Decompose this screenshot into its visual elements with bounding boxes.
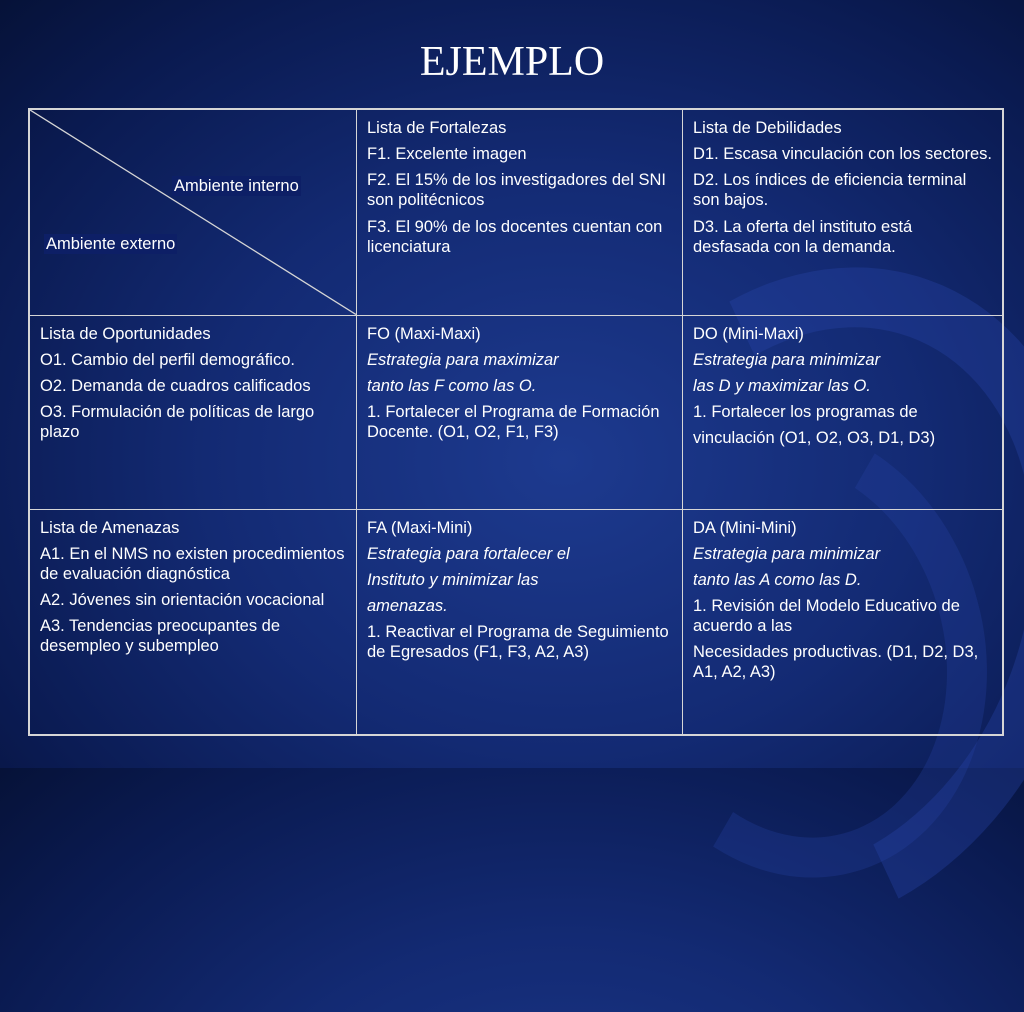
fa-action: 1. Reactivar el Programa de Seguimiento de Egresados (F1, F3, A2, A3) <box>367 623 669 662</box>
do-strategy-line: las D y maximizar las O. <box>693 376 871 395</box>
opportunity-item: O2. Demanda de cuadros calificados <box>40 376 311 395</box>
threat-item: A1. En el NMS no existen procedimientos de evaluación diagnóstica <box>40 544 345 583</box>
weaknesses-cell <box>683 109 1004 315</box>
strength-item: F2. El 15% de los investigadores del SNI son politécnicos <box>367 171 666 210</box>
weakness-item: D3. La oferta del instituto está desfasada con la demanda. <box>693 217 913 256</box>
fo-header: FO (Maxi-Maxi) <box>367 324 481 343</box>
da-action: 1. Revisión del Modelo Educativo de acuerdo a las <box>693 596 960 635</box>
da-action: Necesidades productivas. (D1, D2, D3, A1, A2, A3) <box>693 643 979 682</box>
fo-strategy-line: Estrategia para maximizar <box>367 350 559 369</box>
fo-strategy-line: tanto las F como las O. <box>367 376 537 395</box>
fo-strategy-cell <box>357 315 683 509</box>
do-header: DO (Mini-Maxi) <box>693 324 804 343</box>
da-strategy-line: Estrategia para minimizar <box>693 544 881 563</box>
strengths-cell <box>357 109 683 315</box>
threat-item: A2. Jóvenes sin orientación vocacional <box>40 590 325 609</box>
opportunity-item: O1. Cambio del perfil demográfico. <box>40 350 295 369</box>
fo-action: 1. Fortalecer el Programa de Formación Docente. (O1, O2, F1, F3) <box>367 402 660 441</box>
matrix-row-opportunities <box>29 315 1003 509</box>
slide-title: EJEMPLO <box>419 39 605 85</box>
weakness-item: D2. Los índices de eficiencia terminal son bajos. <box>693 171 967 210</box>
fa-strategy-line: amenazas. <box>367 596 448 615</box>
weakness-item: D1. Escasa vinculación con los sectores. <box>693 145 992 164</box>
fa-strategy-line: Instituto y minimizar las <box>367 570 539 589</box>
do-strategy-cell <box>683 315 1004 509</box>
strengths-header: Lista de Fortalezas <box>367 119 507 137</box>
external-environment-label: Ambiente externo <box>46 235 176 253</box>
internal-environment-label: Ambiente interno <box>174 177 299 195</box>
strength-item: F1. Excelente imagen <box>367 145 527 164</box>
da-strategy-cell <box>683 509 1004 735</box>
da-strategy-line: tanto las A como las D. <box>693 570 862 589</box>
da-header: DA (Mini-Mini) <box>693 518 797 537</box>
matrix-corner-cell <box>29 109 357 315</box>
threats-cell <box>29 509 357 735</box>
do-action: 1. Fortalecer los programas de <box>693 402 918 421</box>
opportunities-cell <box>29 315 357 509</box>
fa-strategy-line: Estrategia para fortalecer el <box>367 544 570 563</box>
swot-matrix <box>28 108 1004 736</box>
matrix-row-header <box>29 109 1003 315</box>
opportunities-header: Lista de Oportunidades <box>40 324 211 343</box>
threat-item: A3. Tendencias preocupantes de desempleo y subempleo <box>40 617 281 656</box>
opportunity-item: O3. Formulación de políticas de largo plazo <box>40 402 315 441</box>
threats-header: Lista de Amenazas <box>40 518 180 537</box>
corner-diagonal <box>30 110 356 315</box>
do-strategy-line: Estrategia para minimizar <box>693 350 881 369</box>
weaknesses-header: Lista de Debilidades <box>693 119 842 137</box>
matrix-row-threats <box>29 509 1003 735</box>
fa-strategy-cell <box>357 509 683 735</box>
strength-item: F3. El 90% de los docentes cuentan con licenciatura <box>367 217 663 256</box>
do-action: vinculación (O1, O2, O3, D1, D3) <box>693 429 936 447</box>
fa-header: FA (Maxi-Mini) <box>367 518 473 537</box>
